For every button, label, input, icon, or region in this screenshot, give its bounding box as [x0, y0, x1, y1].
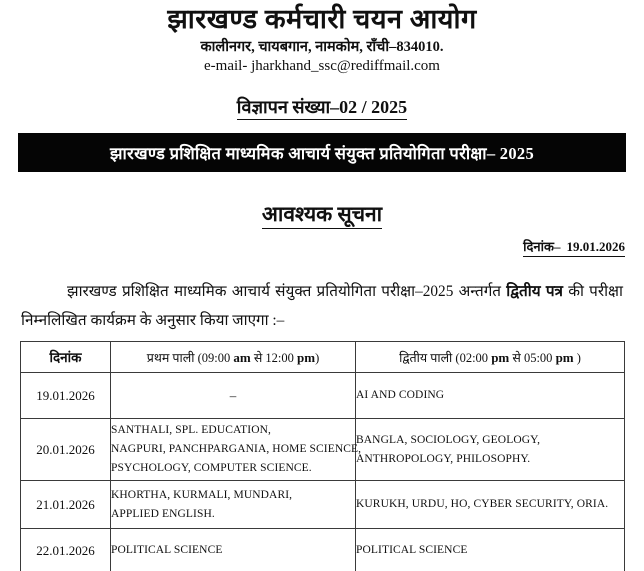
table-row — [21, 419, 625, 481]
shift-2-pm-start: pm — [491, 349, 510, 365]
cell-shift-2-subjects — [356, 373, 625, 419]
paragraph-part-2: की परीक्षा निम्नलिखित कार्यक्रम के अनुसार किया जाएगा :– — [21, 283, 623, 329]
notice-date-value: 19.01.2026 — [566, 239, 625, 254]
subject-line: POLITICAL SCIENCE — [356, 544, 468, 556]
column-header-date: दिनांक — [21, 342, 111, 373]
shift-2-prefix: द्वितीय पाली (02:00 — [399, 350, 492, 365]
exam-schedule-table — [20, 341, 625, 571]
subject-line: KURUKH, URDU, HO, CYBER SECURITY, ORIA. — [356, 498, 609, 510]
cell-exam-date: 21.01.2026 — [21, 481, 111, 529]
subject-line: POLITICAL SCIENCE — [111, 544, 223, 556]
notice-paragraph — [21, 277, 623, 335]
subject-line: BANGLA, SOCIOLOGY, GEOLOGY, — [356, 433, 541, 446]
exam-title-banner-wrap — [0, 134, 644, 171]
paragraph-bold-segment: द्वितीय पत्र — [506, 283, 563, 300]
organization-email: e-mail- jharkhand_ssc@rediffmail.com — [204, 58, 440, 74]
cell-shift-1-subjects — [111, 419, 362, 481]
table-body — [21, 373, 625, 571]
column-header-shift-1 — [111, 342, 356, 373]
organization-address: कालीनगर, चायबगान, नामकोम, राँची–834010. — [200, 39, 444, 55]
advertisement-number: विज्ञापन संख्या–02 / 2025 — [237, 96, 407, 120]
shift-2-mid: से 05:00 — [509, 350, 556, 365]
table-row — [21, 373, 625, 419]
shift-1-header-text — [147, 351, 320, 365]
table-row — [21, 529, 625, 571]
cell-shift-1-subjects: – — [111, 373, 356, 419]
cell-exam-date: 19.01.2026 — [21, 373, 111, 419]
shift-2-suffix: ) — [573, 350, 581, 365]
subject-line: KHORTHA, KURMALI, MUNDARI, — [111, 488, 293, 501]
subject-line: NAGPURI, PANCHPARGANIA, HOME SCIENCE, — [111, 443, 362, 455]
table-header — [21, 342, 625, 373]
paragraph-part-1: झारखण्ड प्रशिक्षित माध्यमिक आचार्य संयुक्त प्रतियोगिता परीक्षा–2025 अन्तर्गत — [67, 283, 507, 300]
shift-1-suffix: ) — [315, 350, 320, 365]
shift-1-mid: से 12:00 — [250, 350, 298, 365]
notice-heading-row — [0, 201, 644, 229]
shift-1-am: am — [233, 349, 251, 365]
table-row — [21, 481, 625, 529]
shift-1-pm: pm — [297, 349, 316, 365]
exam-title-banner: झारखण्ड प्रशिक्षित माध्यमिक आचार्य संयुक्त प्रतियोगिता परीक्षा– 2025 — [19, 134, 625, 171]
subject-line: AI AND CODING — [356, 389, 445, 401]
cell-exam-date: 22.01.2026 — [21, 529, 111, 571]
shift-1-prefix: प्रथम पाली (09:00 — [146, 350, 234, 365]
organization-title: झारखण्ड कर्मचारी चयन आयोग — [167, 4, 477, 34]
subject-line: PSYCHOLOGY, COMPUTER SCIENCE. — [111, 462, 312, 474]
cell-exam-date: 20.01.2026 — [21, 419, 111, 481]
cell-shift-2-subjects — [356, 529, 625, 571]
subject-line: ANTHROPOLOGY, PHILOSOPHY. — [356, 452, 531, 465]
notice-date — [523, 238, 625, 257]
shift-2-pm-end: pm — [555, 349, 574, 365]
cell-shift-1-subjects — [111, 529, 356, 571]
table-header-row — [21, 342, 625, 373]
notice-heading: आवश्यक सूचना — [262, 201, 382, 229]
column-header-shift-2 — [356, 342, 625, 373]
notice-date-label: दिनांक– — [523, 239, 561, 254]
cell-shift-2-subjects — [356, 419, 625, 481]
notice-date-row — [0, 238, 644, 257]
advertisement-number-row — [0, 96, 644, 120]
cell-shift-2-subjects — [356, 481, 625, 529]
subject-line: APPLIED ENGLISH. — [111, 507, 215, 520]
shift-2-header-text — [399, 351, 581, 365]
cell-shift-1-subjects — [111, 481, 356, 529]
subject-line: SANTHALI, SPL. EDUCATION, — [111, 424, 271, 436]
